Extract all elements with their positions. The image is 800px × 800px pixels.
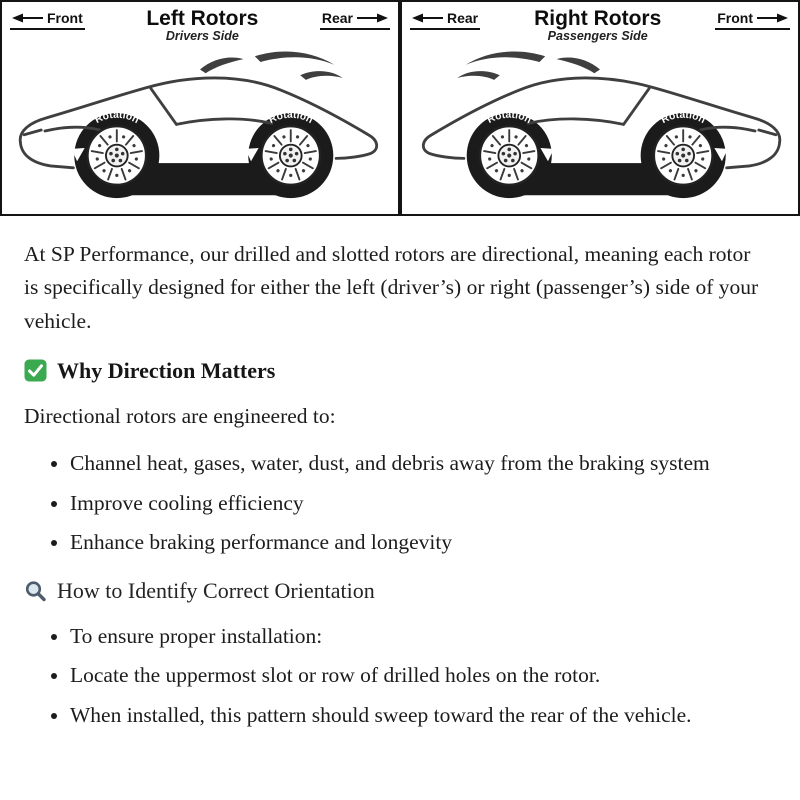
rear-direction-label	[410, 9, 480, 30]
front-direction-label	[715, 9, 790, 30]
panel-title: Left Rotors	[146, 7, 259, 30]
green-check-icon	[24, 359, 47, 382]
bullet-item: • When installed, this pattern should sweep toward the rear of the vehicle.	[70, 699, 760, 731]
right-panel-title-wrap	[534, 7, 661, 44]
bullet-item: • Improve cooling efficiency	[70, 487, 760, 519]
panel-title: Right Rotors	[534, 7, 662, 30]
left-panel-header	[2, 2, 398, 44]
bullet-item: • To ensure proper installation:	[70, 620, 760, 652]
direction-text: Rear	[447, 10, 479, 26]
why-bullet-list	[24, 447, 760, 558]
right-panel-header	[402, 2, 798, 44]
intro-paragraph: At SP Performance, our drilled and slotted rotors are directional, meaning each rotor is specifically designed for either the left (driver’s) or right (passenger’s) side of your vehicle.	[24, 242, 759, 333]
arrow-left-icon	[412, 13, 444, 23]
direction-text: Rear	[321, 10, 353, 26]
identify-orientation-heading	[24, 578, 760, 604]
rotation-label: Rotation	[93, 109, 141, 126]
right-rotors-panel	[400, 0, 800, 216]
heading-text: Why Direction Matters	[57, 357, 276, 383]
rotation-label: Rotation	[659, 109, 707, 126]
direction-text: Front	[717, 10, 753, 26]
rotation-label: Rotation	[267, 109, 315, 126]
panel-subtitle: Passengers Side	[547, 29, 648, 44]
left-rotors-panel	[0, 0, 400, 216]
why-direction-matters-heading	[24, 358, 760, 384]
direction-text: Front	[47, 10, 83, 26]
arrow-right-icon	[756, 13, 788, 23]
bullet-item: • Locate the uppermost slot or row of drilled holes on the rotor.	[70, 659, 760, 691]
rotor-direction-diagram	[0, 0, 800, 216]
car-illustration-right	[402, 44, 798, 214]
car-illustration-left	[2, 44, 398, 214]
heading-text: How to Identify Correct Orientation	[57, 578, 375, 603]
lead-paragraph: Directional rotors are engineered to:	[24, 403, 336, 428]
panel-subtitle: Drivers Side	[165, 29, 239, 44]
arrow-right-icon	[356, 13, 388, 23]
left-panel-title-wrap	[146, 7, 258, 44]
rear-direction-label	[320, 9, 390, 30]
identify-bullet-list	[24, 620, 760, 731]
magnifier-icon	[24, 580, 47, 603]
rotation-label: Rotation	[485, 109, 533, 126]
bullet-item: • Channel heat, gases, water, dust, and debris away from the braking system	[70, 447, 760, 479]
arrow-left-icon	[12, 13, 44, 23]
article-body	[0, 216, 790, 731]
front-direction-label	[10, 9, 85, 30]
bullet-item: • Enhance braking performance and longevity	[70, 526, 760, 558]
